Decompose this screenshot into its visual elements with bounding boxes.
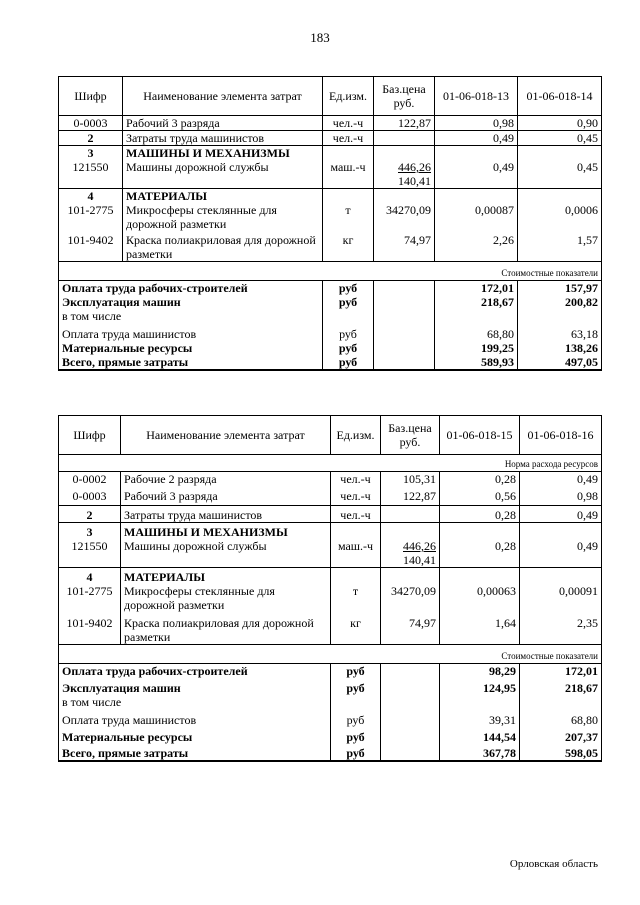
row-code: 0-0002 (59, 472, 121, 487)
row-unit: чел.-ч (331, 506, 381, 523)
totals-unit: руб (331, 678, 381, 695)
row-value1: 0,28 (440, 472, 520, 487)
row-code: 121550 (59, 160, 123, 189)
totals-unit: руб (323, 295, 374, 309)
row-price: 34270,09 (381, 584, 440, 612)
row-value2: 0,49 (520, 506, 602, 523)
row-value1: 2,26 (435, 231, 518, 262)
table-row (59, 116, 602, 131)
row-name: Машины дорожной службы (121, 539, 331, 568)
table-row (59, 584, 602, 612)
totals-value2: 207,37 (520, 727, 602, 744)
totals-value1: 199,25 (435, 341, 518, 355)
row-value2: 1,57 (518, 231, 602, 262)
table-row (59, 486, 602, 506)
cost-caption: Стоимостные показатели (440, 645, 602, 664)
row-name: Рабочий 3 разряда (123, 116, 323, 131)
section-title: МАТЕРИАЛЫ (123, 189, 323, 204)
table-row (59, 612, 602, 645)
section-row (59, 146, 602, 161)
totals-value1: 218,67 (435, 295, 518, 309)
totals-value1: 367,78 (440, 744, 520, 761)
row-name: Затраты труда машинистов (121, 506, 331, 523)
row-unit: чел.-ч (323, 131, 374, 146)
row-code: 0-0003 (59, 486, 121, 506)
row-value2: 0,45 (518, 131, 602, 146)
caption-row (59, 455, 602, 472)
row-value2: 0,0006 (518, 203, 602, 231)
row-unit: чел.-ч (323, 116, 374, 131)
totals-row (59, 713, 602, 727)
totals-value2: 68,80 (520, 713, 602, 727)
row-unit: чел.-ч (331, 472, 381, 487)
totals-value2: 172,01 (520, 664, 602, 679)
row-price: 122,87 (374, 116, 435, 131)
row-value2: 0,49 (520, 472, 602, 487)
row-value2: 0,49 (520, 539, 602, 568)
row-value2: 0,45 (518, 160, 602, 189)
row-code: 101-9402 (59, 231, 123, 262)
section-row (59, 568, 602, 585)
totals-value1: 68,80 (435, 327, 518, 341)
totals-value1: 144,54 (440, 727, 520, 744)
totals-value2: 598,05 (520, 744, 602, 761)
section-title: МАШИНЫ И МЕХАНИЗМЫ (123, 146, 323, 161)
totals-label: в том числе (59, 695, 331, 713)
totals-row (59, 678, 602, 695)
section-code: 4 (59, 189, 123, 204)
table-row (59, 160, 602, 189)
row-value1: 0,49 (435, 131, 518, 146)
row-code: 101-9402 (59, 612, 121, 645)
totals-row (59, 664, 602, 679)
totals-row (59, 744, 602, 761)
row-name: Микросферы стеклянные для дорожной разметки (121, 584, 331, 612)
table-header (59, 77, 602, 116)
totals-label: Оплата труда рабочих-строителей (59, 664, 331, 679)
totals-value1: 124,95 (440, 678, 520, 695)
row-price: 74,97 (381, 612, 440, 645)
row-value1: 0,00087 (435, 203, 518, 231)
table-row (59, 131, 602, 146)
totals-unit: руб (331, 713, 381, 727)
row-code: 101-2775 (59, 584, 121, 612)
cost-table-2 (58, 415, 602, 762)
totals-label: Эксплуатация машин (59, 295, 323, 309)
totals-row (59, 355, 602, 370)
totals-value1: 98,29 (440, 664, 520, 679)
section-code: 3 (59, 523, 121, 540)
cost-caption: Стоимостные показатели (435, 262, 602, 281)
header-code: Шифр (59, 416, 121, 455)
row-price (374, 160, 435, 189)
row-code: 0-0003 (59, 116, 123, 131)
row-price: 34270,09 (374, 203, 435, 231)
row-code: 2 (59, 131, 123, 146)
totals-row (59, 727, 602, 744)
table-row (59, 539, 602, 568)
norm-caption: Норма расхода ресурсов (440, 455, 602, 472)
totals-unit: руб (331, 727, 381, 744)
totals-label: Оплата труда машинистов (59, 327, 323, 341)
row-value1: 0,00063 (440, 584, 520, 612)
totals-label: Материальные ресурсы (59, 727, 331, 744)
caption-row (59, 262, 602, 281)
totals-label: Оплата труда рабочих-строителей (59, 281, 323, 296)
header-name: Наименование элемента затрат (121, 416, 331, 455)
row-price (381, 539, 440, 568)
table-row (59, 472, 602, 487)
row-value1: 1,64 (440, 612, 520, 645)
totals-value1: 172,01 (435, 281, 518, 296)
totals-value2: 497,05 (518, 355, 602, 370)
row-value1: 0,28 (440, 506, 520, 523)
totals-row (59, 281, 602, 296)
totals-value2: 218,67 (520, 678, 602, 695)
totals-value2: 63,18 (518, 327, 602, 341)
section-code: 3 (59, 146, 123, 161)
totals-row (59, 309, 602, 327)
row-value1: 0,49 (435, 160, 518, 189)
totals-label: Материальные ресурсы (59, 341, 323, 355)
row-value2: 0,98 (520, 486, 602, 506)
row-price: 105,31 (381, 472, 440, 487)
totals-value1: 39,31 (440, 713, 520, 727)
row-name: Затраты труда машинистов (123, 131, 323, 146)
header-unit: Ед.изм. (331, 416, 381, 455)
row-value2: 2,35 (520, 612, 602, 645)
cost-table-1 (58, 76, 602, 371)
row-value1: 0,28 (440, 539, 520, 568)
totals-row (59, 695, 602, 713)
totals-unit: руб (323, 355, 374, 370)
price-line1: 446,26 (403, 539, 436, 553)
totals-label: Всего, прямые затраты (59, 744, 331, 761)
row-price: 122,87 (381, 486, 440, 506)
totals-unit: руб (331, 664, 381, 679)
row-unit: т (331, 584, 381, 612)
table-header (59, 416, 602, 455)
row-value1: 0,98 (435, 116, 518, 131)
totals-label: Всего, прямые затраты (59, 355, 323, 370)
header-code: Шифр (59, 77, 123, 116)
totals-value2: 200,82 (518, 295, 602, 309)
header-col1: 01-06-018-13 (435, 77, 518, 116)
totals-unit: руб (323, 327, 374, 341)
row-unit: т (323, 203, 374, 231)
totals-row (59, 327, 602, 341)
totals-unit: руб (323, 281, 374, 296)
totals-value1: 589,93 (435, 355, 518, 370)
row-code: 101-2775 (59, 203, 123, 231)
totals-row (59, 341, 602, 355)
row-price (374, 131, 435, 146)
totals-unit: руб (331, 744, 381, 761)
header-base-price: Баз.цена руб. (374, 77, 435, 116)
row-unit: маш.-ч (323, 160, 374, 189)
row-unit: маш.-ч (331, 539, 381, 568)
section-title: МАТЕРИАЛЫ (121, 568, 331, 585)
section-title: МАШИНЫ И МЕХАНИЗМЫ (121, 523, 331, 540)
header-base-price: Баз.цена руб. (381, 416, 440, 455)
header-name: Наименование элемента затрат (123, 77, 323, 116)
row-unit: кг (323, 231, 374, 262)
price-line2: 140,41 (398, 174, 431, 188)
price-line2: 140,41 (403, 553, 436, 567)
row-value2: 0,90 (518, 116, 602, 131)
row-price: 74,97 (374, 231, 435, 262)
section-row (59, 189, 602, 204)
row-name: Машины дорожной службы (123, 160, 323, 189)
price-line1: 446,26 (398, 160, 431, 174)
row-name: Краска полиакриловая для дорожной разметки (121, 612, 331, 645)
footer-region: Орловская область (509, 858, 598, 870)
totals-unit: руб (323, 341, 374, 355)
row-name: Рабочий 3 разряда (121, 486, 331, 506)
totals-value2: 138,26 (518, 341, 602, 355)
totals-label: в том числе (59, 309, 323, 327)
page-number: 183 (310, 30, 330, 45)
header-unit: Ед.изм. (323, 77, 374, 116)
caption-row (59, 645, 602, 664)
row-code: 2 (59, 506, 121, 523)
section-row (59, 523, 602, 540)
row-unit: кг (331, 612, 381, 645)
row-price (381, 506, 440, 523)
row-name: Микросферы стеклянные для дорожной разметки (123, 203, 323, 231)
header-col1: 01-06-018-15 (440, 416, 520, 455)
row-name: Краска полиакриловая для дорожной разметки (123, 231, 323, 262)
row-code: 121550 (59, 539, 121, 568)
totals-value2: 157,97 (518, 281, 602, 296)
section-code: 4 (59, 568, 121, 585)
totals-label: Оплата труда машинистов (59, 713, 331, 727)
totals-row (59, 295, 602, 309)
totals-label: Эксплуатация машин (59, 678, 331, 695)
header-col2: 01-06-018-16 (520, 416, 602, 455)
row-value1: 0,56 (440, 486, 520, 506)
table-row (59, 231, 602, 262)
row-value2: 0,00091 (520, 584, 602, 612)
header-col2: 01-06-018-14 (518, 77, 602, 116)
table-row (59, 203, 602, 231)
row-unit: чел.-ч (331, 486, 381, 506)
table-row (59, 506, 602, 523)
row-name: Рабочие 2 разряда (121, 472, 331, 487)
